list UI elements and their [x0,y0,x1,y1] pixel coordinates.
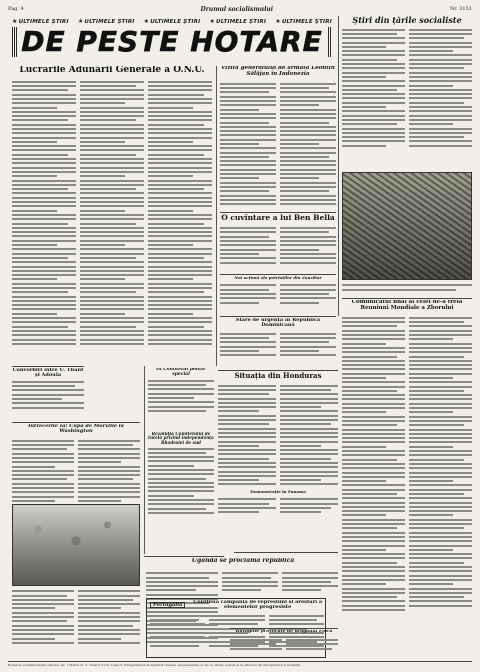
news-photo [12,504,140,586]
stiri-label: ULTIMELE ȘTIRI [281,18,332,25]
section-masthead [12,16,332,64]
washington-cup-continued [12,588,140,658]
body-text [280,225,336,266]
headline: O cuvîntare a lui Ben Bella [221,214,335,222]
headline: Situația din Honduras [234,372,322,380]
body-text [218,382,276,487]
salajan-visit-article [220,66,336,216]
headline: Întrecerile Ia! Cupa de Morville la Washington [28,424,124,435]
body-text [280,81,336,208]
body-text [218,496,276,515]
headline: Vizita generalului de armată Leontin Sălăjan în Indonezia [221,66,335,77]
body-text [220,225,276,266]
subheadline: Demonstrație în Panama [250,488,306,494]
body-text [148,380,214,412]
news-photo [342,172,472,280]
un-assembly-article [12,66,212,366]
headline: Rezoluția Comitetului de tutelă privind independența Rhodesiei de sud [148,432,214,445]
dominican-article [220,318,336,368]
photo-caption [342,282,472,296]
body-text [148,448,214,514]
body-text [150,613,205,650]
headline: În Comitetul politic special [156,368,206,377]
body-text [80,78,144,347]
body-text [220,282,276,306]
headline: Convorbiri între U. Thant și Adoula [12,368,84,379]
body-text [280,282,336,306]
page-footer [8,661,472,668]
body-text [409,26,472,149]
star-icon: ★ [12,18,18,25]
body-text [78,588,140,646]
body-text [342,26,405,149]
paper-name: Drumul socialismului [200,5,274,13]
star-icon: ★ [143,18,150,25]
body-text [220,81,276,208]
star-icon: ★ [209,18,216,25]
body-text [409,315,472,614]
body-text [12,381,84,409]
headline: Uganda se proclamă republică [191,558,295,564]
ben-bella-article [220,214,336,276]
flora-hurricane-article [230,630,338,660]
body-text [12,588,74,646]
footer-text: Redacția și administrația ziarului: str. 1 Martie nr. 3. Telefon 2134. Tiparul: Întreprinderea Poligrafică Oradea. Abonamentele se fac la oficiile poștale și la difuzorii din întreprinderi și instituții. [8,663,302,667]
body-text [286,637,338,652]
page-label: Pag. 4 [8,6,24,12]
star-icon: ★ [275,18,281,25]
headline: Stare de urgență în Republica Dominicană [235,318,321,329]
section-title: DE PESTE HOTARE [17,27,326,57]
stiri-label: ULTIMELE ȘTIRI [216,18,267,25]
body-text [220,331,276,359]
body-text [280,496,338,515]
thant-talks-article [12,368,84,422]
kicker: Portugalia [150,602,185,608]
tutelage-resolution-article [148,432,214,554]
stiri-label: ULTIMELE ȘTIRI [18,18,69,25]
zanzibar-article [220,276,336,316]
body-text [342,315,405,614]
body-text [12,78,76,347]
running-header [8,4,472,14]
star-icon: ★ [77,18,84,25]
body-text [12,438,74,509]
headline: Comunicatul final al celei de-a treia Reuniuni Mondiale a Zborului [351,300,463,311]
honduras-article [218,372,338,548]
body-text [280,331,336,359]
stiri-label: ULTIMELE ȘTIRI [150,18,201,25]
body-text [222,570,278,594]
political-committee-article [148,368,214,428]
flight-communique-article [342,300,472,656]
headline: Continuă campania de represiuni și arestări a elementelor progresiste [193,600,323,611]
headline: Știri din țările socialiste [352,16,462,25]
socialist-news-article [342,16,472,166]
section-title-banner [12,27,332,57]
headline: Noi acțiuni ale patrioților din Zanzibar [234,276,322,280]
headline: Ravagiile provocate de uraganul Flora [235,630,333,634]
issue-number: Nr. 3151 [449,6,472,12]
body-text [282,570,338,594]
stiri-label: ULTIMELE ȘTIRI [84,18,135,25]
newspaper-page [8,4,472,668]
body-text [148,78,212,347]
headline: Lucrările Adunării Generale a O.N.U. [19,66,205,75]
body-text [230,637,282,652]
body-text [78,438,140,509]
body-text [280,382,338,487]
